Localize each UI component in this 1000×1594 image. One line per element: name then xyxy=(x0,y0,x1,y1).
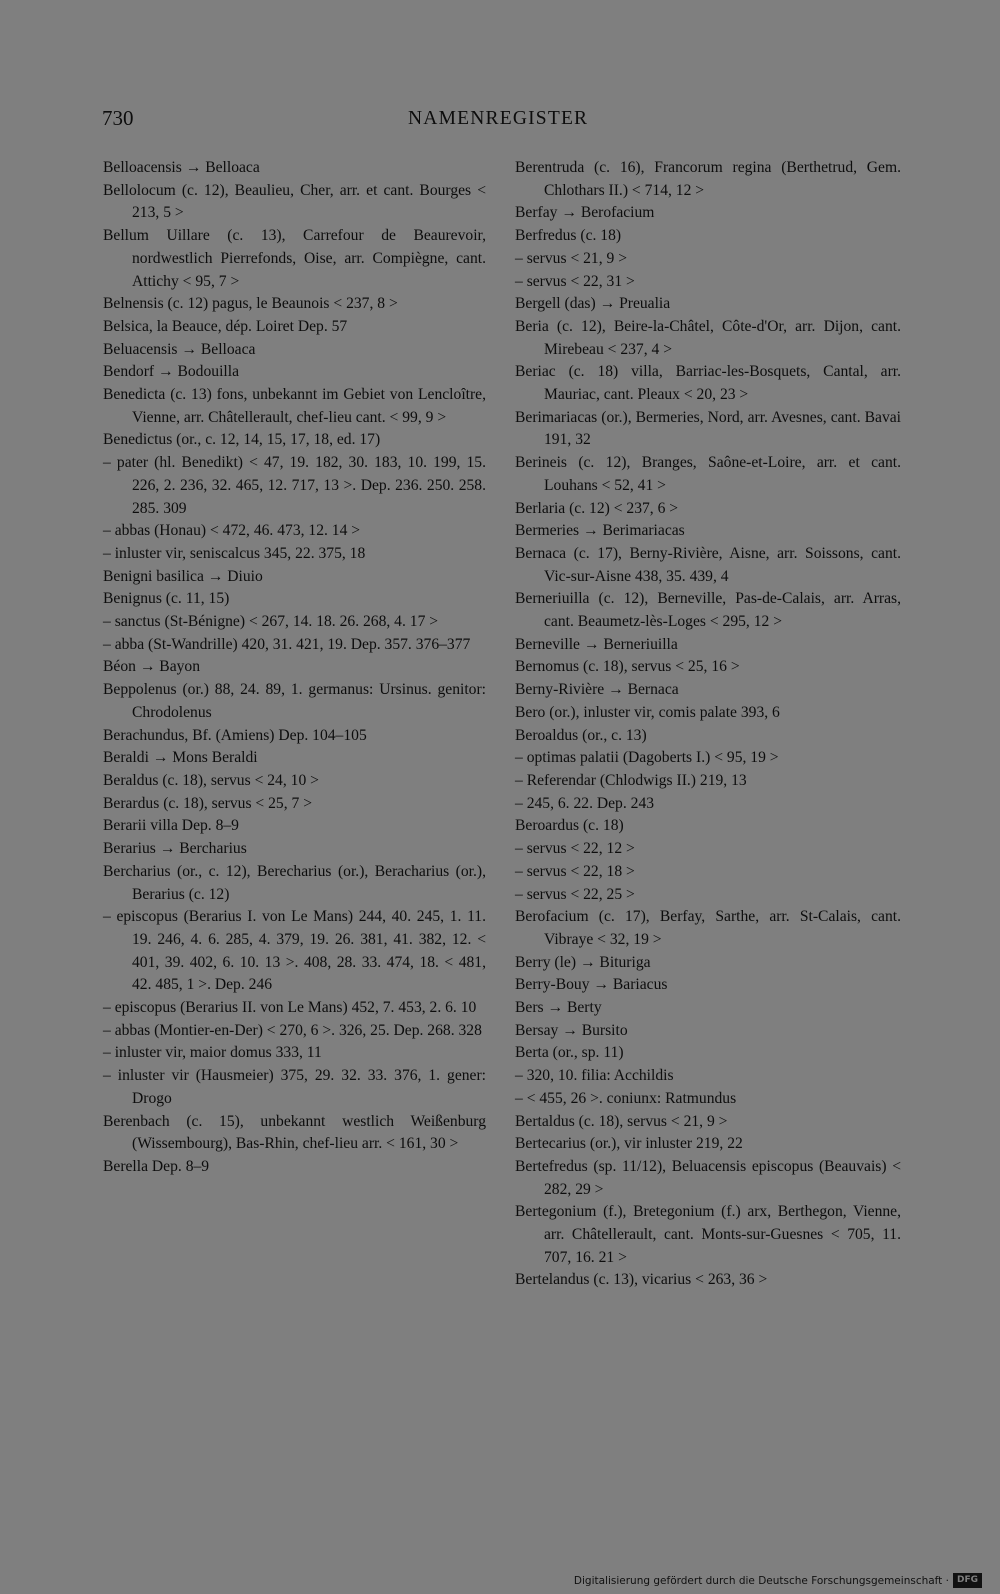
index-entry: – inluster vir, maior domus 333, 11 xyxy=(103,1044,322,1062)
index-entry: – episcopus (Berarius I. von Le Mans) 244, 40. 245, 1. 11. 19. 246, 4. 6. 285, 4. 379, 19. 26. 381, 41. 382, 12. < 401, 39. 402, 6. 10. 13 >. 408, 28. 33. 474, 18. < 481, 42. 485, 1 >. Dep. 246 xyxy=(103,908,486,994)
index-entry: Bertecarius (or.), vir inluster 219, 22 xyxy=(515,1135,743,1153)
index-entry: Benedictus (or., c. 12, 14, 15, 17, 18, ed. 17) xyxy=(103,431,381,449)
index-entry: Berry (le) → Bituriga xyxy=(515,953,651,971)
index-entry: – inluster vir (Hausmeier) 375, 29. 32. 33. 376, 1. gener: Drogo xyxy=(103,1067,486,1107)
index-entry: – abbas (Montier-en-Der) < 270, 6 >. 326, 25. Dep. 268. 328 xyxy=(103,1021,482,1039)
index-entry: – pater (hl. Benedikt) < 47, 19. 182, 30. 183, 10. 199, 15. 226, 2. 236, 32. 465, 12. 717, 13 >. Dep. 236. 250. 258. 285. 309 xyxy=(103,454,486,517)
index-entry: Berneville → Berneriuilla xyxy=(515,635,678,653)
index-entry: Berachundus, Bf. (Amiens) Dep. 104–105 xyxy=(103,726,367,744)
index-entry: Bergell (das) → Preualia xyxy=(515,295,671,313)
index-entry: Benigni basilica → Diuio xyxy=(103,567,263,585)
index-entry: Berardus (c. 18), servus < 25, 7 > xyxy=(103,794,313,812)
index-entry: Bertelandus (c. 13), vicarius < 263, 36 > xyxy=(515,1271,768,1289)
index-entry: Belnensis (c. 12) pagus, le Beaunois < 237, 8 > xyxy=(103,295,398,313)
index-entry: Berarii villa Dep. 8–9 xyxy=(103,817,239,835)
index-entry: Berny-Rivière → Bernaca xyxy=(515,681,679,699)
index-entry: – servus < 22, 25 > xyxy=(515,885,635,903)
index-column-right xyxy=(515,157,901,1292)
index-entry: Bers → Berty xyxy=(515,999,602,1017)
index-entry: – 245, 6. 22. Dep. 243 xyxy=(515,794,655,812)
index-entry: – episcopus (Berarius II. von Le Mans) 452, 7. 453, 2. 6. 10 xyxy=(103,999,477,1017)
index-entry: Benignus (c. 11, 15) xyxy=(103,590,230,608)
index-entry: – inluster vir, seniscalcus 345, 22. 375, 18 xyxy=(103,544,366,562)
index-entry: Bernomus (c. 18), servus < 25, 16 > xyxy=(515,658,740,676)
index-entry: – sanctus (St-Bénigne) < 267, 14. 18. 26. 268, 4. 17 > xyxy=(103,613,439,631)
index-column-left xyxy=(103,157,486,1179)
index-entry: Beroaldus (or., c. 13) xyxy=(515,726,647,744)
page-title: NAMENREGISTER xyxy=(408,108,589,129)
index-entry: Bermeries → Berimariacas xyxy=(515,522,685,540)
index-entry: Bertegonium (f.), Bretegonium (f.) arx, Berthegon, Vienne, arr. Châtellerault, cant. Monts-sur-Guesnes < 705, 11. 707, 16. 21 > xyxy=(515,1203,901,1266)
index-entry: Berfredus (c. 18) xyxy=(515,227,622,245)
index-entry: Beria (c. 12), Beire-la-Châtel, Côte-d'Or, arr. Dijon, cant. Mirebeau < 237, 4 > xyxy=(515,317,901,358)
index-entry: Berarius → Bercharius xyxy=(103,840,247,858)
index-entry: – < 455, 26 >. coniunx: Ratmundus xyxy=(515,1089,737,1107)
index-entry: Bernaca (c. 17), Berny-Rivière, Aisne, arr. Soissons, cant. Vic-sur-Aisne 438, 35. 439, 4 xyxy=(515,544,901,585)
index-entry: Berimariacas (or.), Bermeries, Nord, arr. Avesnes, cant. Bavai 191, 32 xyxy=(515,408,901,449)
index-entry: Bertefredus (sp. 11/12), Beluacensis episcopus (Beauvais) < 282, 29 > xyxy=(515,1157,901,1198)
index-entry: Berta (or., sp. 11) xyxy=(515,1044,624,1062)
index-entry: – servus < 21, 9 > xyxy=(515,249,628,267)
index-entry: Berella Dep. 8–9 xyxy=(103,1157,210,1175)
index-entry: Belsica, la Beauce, dép. Loiret Dep. 57 xyxy=(103,317,348,335)
index-entry: – servus < 22, 18 > xyxy=(515,862,635,880)
footer-text: Digitalisierung gefördert durch die Deutsche Forschungsgemeinschaft · xyxy=(573,1574,949,1587)
dfg-logo: DFG xyxy=(953,1573,982,1588)
index-entry: – optimas palatii (Dagoberts I.) < 95, 19 > xyxy=(515,749,779,767)
index-entry: Bellolocum (c. 12), Beaulieu, Cher, arr. et cant. Bourges < 213, 5 > xyxy=(103,181,486,222)
index-entry: Berry-Bouy → Bariacus xyxy=(515,976,668,994)
page-number: 730 xyxy=(102,106,134,130)
index-entry: Béon → Bayon xyxy=(103,658,201,676)
index-entry: Bendorf → Bodouilla xyxy=(103,363,239,381)
index-entry: – servus < 22, 31 > xyxy=(515,272,635,290)
index-entry: – servus < 22, 12 > xyxy=(515,840,635,858)
index-entry: Beroardus (c. 18) xyxy=(515,817,624,835)
index-entry: Berofacium (c. 17), Berfay, Sarthe, arr. St-Calais, cant. Vibraye < 32, 19 > xyxy=(515,908,901,948)
index-entry: Benedicta (c. 13) fons, unbekannt im Gebiet von Lencloître, Vienne, arr. Châtellerault, chef-lieu cant. < 99, 9 > xyxy=(103,386,486,426)
index-entry: Bertaldus (c. 18), servus < 21, 9 > xyxy=(515,1112,728,1130)
index-entry: Bellum Uillare (c. 13), Carrefour de Beaurevoir, nordwestlich Pierrefonds, Oise, arr. Compiègne, cant. Attichy < 95, 7 > xyxy=(103,227,486,290)
index-entry: – abba (St-Wandrille) 420, 31. 421, 19. Dep. 357. 376–377 xyxy=(103,635,471,653)
index-entry: Beraldi → Mons Beraldi xyxy=(103,749,258,767)
index-entry: Berfay → Berofacium xyxy=(515,204,655,222)
footer-credit xyxy=(574,1573,982,1588)
index-entry: Berneriuilla (c. 12), Berneville, Pas-de-Calais, arr. Arras, cant. Beaumetz-lès-Loges < 295, 12 > xyxy=(515,590,901,631)
index-entry: Berlaria (c. 12) < 237, 6 > xyxy=(515,499,679,517)
index-entry: Berenbach (c. 15), unbekannt westlich Weißenburg (Wissembourg), Bas-Rhin, chef-lieu arr. < 161, 30 > xyxy=(103,1112,486,1153)
index-entry: – Referendar (Chlodwigs II.) 219, 13 xyxy=(515,771,747,789)
index-entry: Bero (or.), inluster vir, comis palate 393, 6 xyxy=(515,703,780,721)
index-entry: Beppolenus (or.) 88, 24. 89, 1. germanus: Ursinus. genitor: Chrodolenus xyxy=(103,681,486,721)
index-entry: Berentruda (c. 16), Francorum regina (Berthetrud, Gem. Chlothars II.) < 714, 12 > xyxy=(515,159,901,199)
index-entry: Beriac (c. 18) villa, Barriac-les-Bosquets, Cantal, arr. Mauriac, cant. Pleaux < 20, 23 > xyxy=(515,363,901,404)
index-entry: Beluacensis → Belloaca xyxy=(103,340,256,358)
index-entry: – 320, 10. filia: Acchildis xyxy=(515,1067,674,1085)
index-entry: – abbas (Honau) < 472, 46. 473, 12. 14 > xyxy=(103,522,361,540)
index-entry: Bercharius (or., c. 12), Berecharius (or.), Beracharius (or.), Berarius (c. 12) xyxy=(103,862,486,903)
index-entry: Beraldus (c. 18), servus < 24, 10 > xyxy=(103,771,319,789)
index-entry: Berineis (c. 12), Branges, Saône-et-Loire, arr. et cant. Louhans < 52, 41 > xyxy=(515,454,901,494)
index-entry: Belloacensis → Belloaca xyxy=(103,159,260,176)
index-entry: Bersay → Bursito xyxy=(515,1021,628,1039)
